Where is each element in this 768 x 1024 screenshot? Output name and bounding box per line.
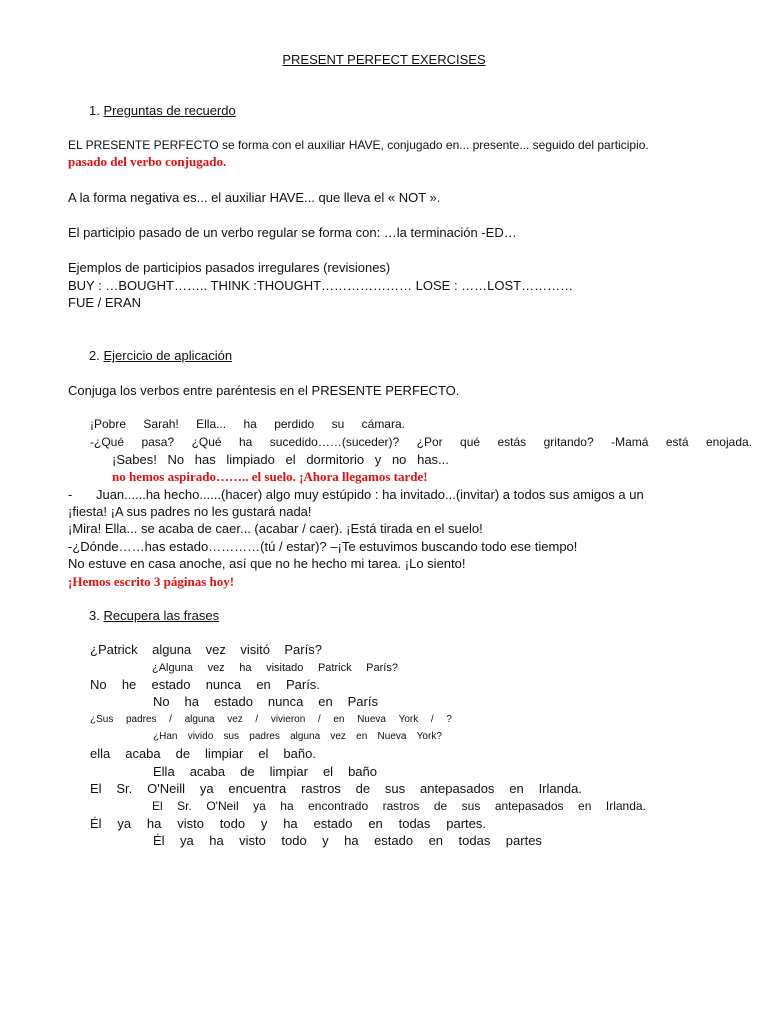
word: nunca: [267, 694, 304, 709]
section-3-title: Recupera las frases: [103, 608, 220, 623]
word: alguna: [152, 642, 192, 657]
word: su: [331, 417, 345, 431]
word: ha: [243, 417, 257, 431]
word: estado: [313, 816, 353, 831]
word: en: [509, 781, 524, 796]
word: limpiado: [226, 452, 275, 467]
s2-line-9-answer: ¡Hemos escrito 3 páginas hoy!: [68, 574, 235, 589]
word: vivieron: [270, 714, 306, 725]
section-1-number: 1.: [89, 103, 100, 118]
s2-line-1: [90, 416, 405, 432]
word: Ella...: [196, 417, 227, 431]
word: ha: [280, 799, 294, 813]
section-3-number: 3.: [89, 608, 100, 623]
s2-instruction: Conjuga los verbos entre paréntesis en el PRESENTE PERFECTO.: [68, 383, 460, 398]
word: ha: [239, 662, 252, 674]
word: ¡Pobre: [90, 417, 127, 431]
word: sus: [384, 781, 406, 796]
word: O'Neill: [147, 781, 186, 796]
word: partes.: [446, 816, 486, 831]
word: has...: [417, 452, 449, 467]
word: partes: [505, 833, 542, 848]
word: Irlanda.: [605, 799, 646, 813]
s1-paragraph-6: FUE / ERAN: [68, 295, 141, 310]
word: en: [356, 731, 368, 742]
s2-line-7: -¿Dónde……has estado…………(tú / estar)? –¡Te estuvimos buscando todo ese tiempo!: [68, 539, 578, 554]
word: de: [433, 799, 448, 813]
word: estás: [497, 435, 527, 449]
s3-answer-1: [152, 660, 398, 676]
word: ya: [117, 816, 132, 831]
s3-answer-4: [153, 764, 377, 780]
word: limpiar: [269, 764, 308, 779]
s3-answer-2: [153, 694, 378, 710]
s1-paragraph-2: A la forma negativa es... el auxiliar HAVE... que lleva el « NOT ».: [68, 190, 441, 205]
word: limpiar: [205, 746, 244, 761]
word: ¿Han: [153, 731, 178, 742]
word: baño.: [283, 746, 316, 761]
word: ya: [180, 833, 194, 848]
word: ya: [199, 781, 214, 796]
s2-line-2: [90, 434, 752, 450]
word: vez: [207, 662, 225, 674]
word: York?: [416, 731, 442, 742]
word: ¿Patrick: [90, 642, 138, 657]
word: todo: [219, 816, 246, 831]
word: todo: [281, 833, 307, 848]
word: Él: [90, 816, 102, 831]
word: El: [90, 781, 102, 796]
word: de: [355, 781, 371, 796]
word: baño: [348, 764, 377, 779]
word: el: [258, 746, 269, 761]
word: -¿Qué: [90, 435, 125, 449]
word: rastros: [301, 781, 341, 796]
section-2-title: Ejercicio de aplicación: [103, 348, 233, 363]
word: ¡Sabes!: [112, 452, 157, 467]
word: ¿Alguna: [152, 662, 193, 674]
word: ella: [90, 746, 111, 761]
word: no: [391, 452, 407, 467]
word: vez: [330, 731, 346, 742]
word: el: [322, 764, 334, 779]
word: No: [90, 677, 107, 692]
word: ¿Qué: [191, 435, 222, 449]
word: París?: [284, 642, 322, 657]
word: ya: [253, 799, 266, 813]
word: gritando?: [543, 435, 594, 449]
s2-line-6: ¡Mira! Ella... se acaba de caer... (acabar / caer). ¡Está tirada en el suelo!: [68, 521, 483, 536]
word: estado: [213, 694, 253, 709]
word: y: [374, 452, 382, 467]
word: padres: [249, 731, 280, 742]
word: visto: [239, 833, 266, 848]
word: rastros: [382, 799, 420, 813]
word: Ella: [153, 764, 175, 779]
word: alguna: [290, 731, 321, 742]
word: París.: [285, 677, 320, 692]
section-2-number: 2.: [89, 348, 100, 363]
s2-line-3-answer: no hemos aspirado…….. el suelo. ¡Ahora llegamos tarde!: [112, 469, 428, 484]
word: París?: [366, 662, 398, 674]
word: Nueva: [377, 731, 407, 742]
word: encuentra: [228, 781, 287, 796]
s3-question-4: [90, 746, 316, 762]
word: pasa?: [141, 435, 175, 449]
word: acaba: [189, 764, 226, 779]
s2-line-8: No estuve en casa anoche, así que no he hecho mi tarea. ¡Lo siento!: [68, 556, 466, 571]
s1-paragraph-5: BUY : …BOUGHT…….. THINK :THOUGHT………………… LOSE : ……LOST…………: [68, 278, 574, 293]
word: he: [121, 677, 137, 692]
s2-line-4: [68, 487, 644, 503]
word: en: [333, 714, 345, 725]
word: visitado: [266, 662, 304, 674]
word: ha: [146, 816, 162, 831]
word: de: [175, 746, 191, 761]
word: sucedido……(suceder)?: [269, 435, 400, 449]
word: ¿Por: [416, 435, 443, 449]
word: has: [194, 452, 216, 467]
word: /: [169, 714, 172, 725]
word: de: [240, 764, 255, 779]
word: No: [153, 694, 170, 709]
word: París: [347, 694, 378, 709]
word: Irlanda.: [538, 781, 582, 796]
word: Sr.: [177, 799, 192, 813]
s1-paragraph-1: EL PRESENTE PERFECTO se forma con el auxiliar HAVE, conjugado en... presente... seguido del participio.: [68, 138, 649, 152]
word: ¿Sus: [90, 714, 114, 725]
word: alguna: [184, 714, 215, 725]
word: ha: [209, 833, 224, 848]
s2-line-4-dash: -: [68, 487, 73, 502]
word: todas: [458, 833, 491, 848]
section-1-title: Preguntas de recuerdo: [103, 103, 236, 118]
word: en: [256, 677, 271, 692]
word: ha: [344, 833, 359, 848]
s3-question-5: [90, 781, 582, 797]
word: York: [398, 714, 419, 725]
word: O'Neil: [206, 799, 239, 813]
word: encontrado: [308, 799, 369, 813]
section-3-heading: [89, 608, 219, 624]
word: ha: [239, 435, 253, 449]
s2-line-5: ¡fiesta! ¡A sus padres no les gustará nada!: [68, 504, 312, 519]
word: visto: [177, 816, 204, 831]
s3-question-2: [90, 677, 320, 693]
page-title: PRESENT PERFECT EXERCISES: [282, 52, 486, 67]
word: ?: [446, 714, 452, 725]
word: vez: [227, 714, 243, 725]
s1-paragraph-4: Ejemplos de participios pasados irregulares (revisiones): [68, 260, 391, 275]
word: todas: [398, 816, 431, 831]
word: está: [665, 435, 689, 449]
s3-answer-5: [152, 798, 646, 814]
word: Sarah!: [143, 417, 179, 431]
s3-question-6: [90, 816, 486, 832]
word: estado: [374, 833, 414, 848]
word: antepasados: [494, 799, 564, 813]
word: en: [578, 799, 592, 813]
word: El: [152, 799, 163, 813]
word: enojada.: [705, 435, 752, 449]
s3-question-1: [90, 642, 322, 658]
s2-line-4-text: Juan......ha hecho......(hacer) algo muy estúpido : ha invitado...(invitar) a todos sus amigos a un: [95, 487, 644, 502]
word: perdido: [274, 417, 315, 431]
word: Sr.: [116, 781, 133, 796]
word: vivido: [187, 731, 214, 742]
word: sus: [223, 731, 240, 742]
section-2-heading: [89, 348, 232, 364]
s2-line-3: [112, 452, 449, 468]
word: cámara.: [361, 417, 405, 431]
word: padres: [125, 714, 157, 725]
word: qué: [460, 435, 481, 449]
s3-answer-3: [153, 729, 442, 745]
word: dormitorio: [306, 452, 365, 467]
word: el: [285, 452, 296, 467]
word: /: [255, 714, 259, 725]
word: Él: [153, 833, 165, 848]
word: y: [260, 816, 268, 831]
s1-paragraph-1-answer: pasado del verbo conjugado.: [68, 154, 227, 169]
word: sus: [461, 799, 481, 813]
s3-answer-6: [153, 833, 542, 849]
word: /: [317, 714, 321, 725]
word: visitó: [240, 642, 270, 657]
word: nunca: [205, 677, 242, 692]
s3-question-3: [90, 712, 452, 728]
word: ha: [283, 816, 298, 831]
section-1-heading: [89, 103, 236, 119]
word: estado: [151, 677, 191, 692]
word: Patrick: [317, 662, 352, 674]
word: ha: [184, 694, 200, 709]
word: en: [318, 694, 333, 709]
word: acaba: [125, 746, 161, 761]
s1-paragraph-3: El participio pasado de un verbo regular se forma con: …la terminación -ED…: [68, 225, 517, 240]
word: y: [322, 833, 329, 848]
word: Nueva: [357, 714, 386, 725]
word: en: [428, 833, 444, 848]
word: en: [368, 816, 383, 831]
word: No: [167, 452, 185, 467]
word: -Mamá: [611, 435, 649, 449]
word: /: [430, 714, 434, 725]
word: vez: [205, 642, 226, 657]
word: antepasados: [419, 781, 495, 796]
